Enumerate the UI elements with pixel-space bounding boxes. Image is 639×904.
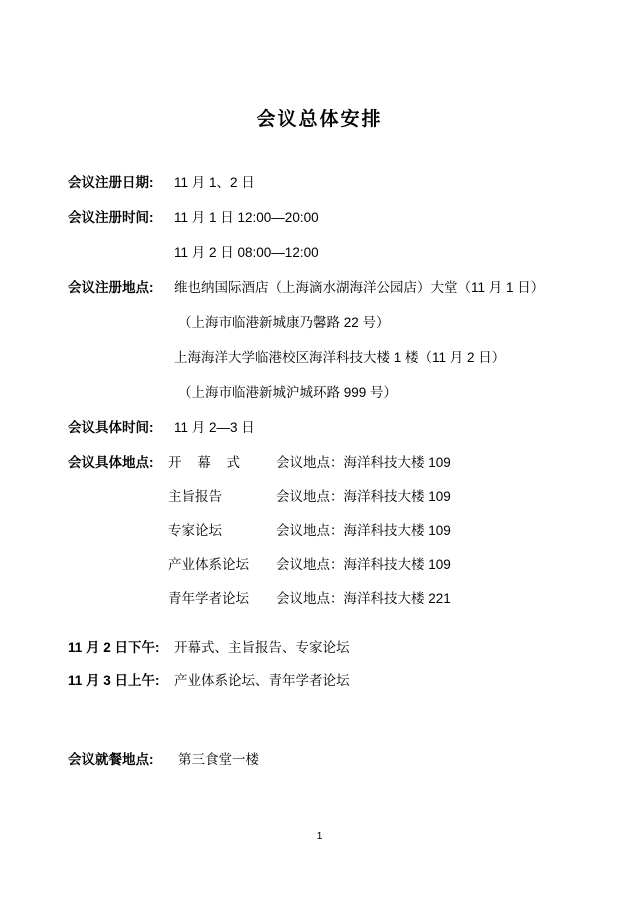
venue-list	[168, 451, 451, 621]
entry-registration-date	[68, 171, 589, 191]
venue-item	[168, 485, 451, 505]
page-title: 会议总体安排	[256, 109, 383, 130]
schedule-label: 11 月 3 日上午:	[68, 673, 160, 688]
entry-value: 维也纳国际酒店（上海滴水湖海洋公园店）大堂（11 月 1 日）	[174, 280, 545, 295]
continuation-text: （上海市临港新城沪城环路 999 号）	[178, 385, 398, 400]
entry-label: 会议注册时间:	[68, 210, 154, 225]
schedule-row-nov3-morning	[68, 669, 589, 689]
entry-label: 会议就餐地点:	[68, 752, 154, 767]
venue-place: 会议地点：海洋科技大楼 221	[276, 591, 451, 606]
indent-spacer	[68, 311, 174, 331]
continuation-text: （上海市临港新城康乃馨路 22 号）	[178, 315, 390, 330]
entry-registration-time	[68, 206, 589, 226]
entry-meeting-venues	[68, 451, 589, 621]
entry-continuation	[68, 311, 589, 331]
venue-item	[168, 587, 451, 607]
entry-continuation	[68, 381, 589, 401]
venue-item	[168, 451, 451, 471]
entry-label: 会议具体地点:	[68, 455, 154, 470]
continuation-text: 上海海洋大学临港校区海洋科技大楼 1 楼（11 月 2 日）	[174, 350, 506, 365]
venue-item	[168, 553, 451, 573]
document-body	[0, 171, 639, 768]
schedule-value: 产业体系论坛、青年学者论坛	[174, 673, 350, 688]
section-gap	[68, 702, 589, 748]
entry-registration-venue	[68, 276, 589, 296]
venue-place: 会议地点：海洋科技大楼 109	[276, 455, 451, 470]
venue-name: 青年学者论坛	[168, 591, 249, 606]
schedule-label: 11 月 2 日下午:	[68, 640, 160, 655]
venue-name: 专家论坛	[168, 523, 222, 538]
venue-place: 会议地点：海洋科技大楼 109	[276, 489, 451, 504]
entry-value: 11 月 1 日 12:00—20:00	[174, 210, 319, 225]
entry-label: 会议注册日期:	[68, 175, 154, 190]
entry-value: 11 月 2—3 日	[174, 420, 255, 435]
indent-spacer	[68, 381, 174, 401]
venue-name: 主旨报告	[168, 489, 222, 504]
schedule-value: 开幕式、主旨报告、专家论坛	[174, 640, 350, 655]
venue-name: 产业体系论坛	[168, 557, 249, 572]
entry-continuation	[68, 241, 589, 261]
entry-label: 会议具体时间:	[68, 420, 154, 435]
entry-label: 会议注册地点:	[68, 280, 154, 295]
venue-place: 会议地点：海洋科技大楼 109	[276, 557, 451, 572]
schedule-row-nov2-afternoon	[68, 636, 589, 656]
entry-value: 11 月 1、2 日	[174, 175, 255, 190]
page-number: 1	[316, 830, 323, 842]
entry-value: 第三食堂一楼	[178, 752, 259, 767]
entry-meeting-time	[68, 416, 589, 436]
indent-spacer	[68, 346, 174, 366]
entry-continuation	[68, 346, 589, 366]
entry-dining-venue	[68, 748, 589, 768]
venue-place: 会议地点：海洋科技大楼 109	[276, 523, 451, 538]
venue-item	[168, 519, 451, 539]
venue-name: 开 幕 式	[168, 455, 247, 470]
continuation-text: 11 月 2 日 08:00—12:00	[174, 245, 319, 260]
indent-spacer	[68, 241, 174, 261]
